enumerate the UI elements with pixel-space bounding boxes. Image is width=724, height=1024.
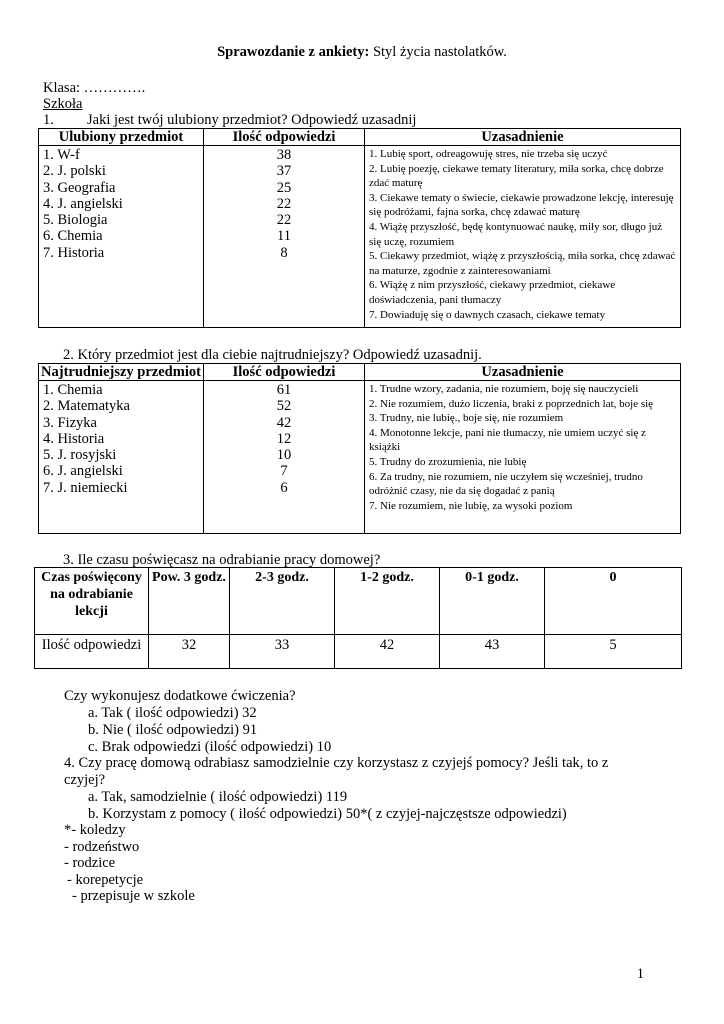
subject-item: 1. Chemia bbox=[43, 382, 103, 398]
reason-item: 5. Trudny do zrozumienia, nie lubię bbox=[369, 455, 527, 468]
subject-item: 3. Geografia bbox=[43, 179, 116, 196]
count-item: 12 bbox=[276, 430, 292, 447]
answer-a: a. Tak, samodzielnie ( ilość odpowiedzi) 119 bbox=[88, 789, 348, 805]
reason-list bbox=[365, 146, 681, 328]
table-cell: 43 bbox=[440, 635, 545, 669]
count-item: 38 bbox=[276, 147, 292, 163]
table-header: Ilość odpowiedzi bbox=[204, 364, 365, 381]
question-3: 3. Ile czasu poświęcasz na odrabianie pracy domowej? bbox=[63, 552, 381, 568]
count-item: 52 bbox=[276, 398, 292, 415]
table-cell: 42 bbox=[335, 635, 440, 669]
szkola-line: Szkoła bbox=[43, 96, 83, 112]
subject-item: 7. J. niemiecki bbox=[43, 479, 128, 496]
table-cell: 32 bbox=[149, 635, 230, 669]
favorite-subject-table bbox=[38, 128, 681, 328]
subject-item: 6. J. angielski bbox=[43, 463, 123, 480]
count-item: 8 bbox=[280, 244, 288, 261]
reason-item: 4. Monotonne lekcje, pani nie tłumaczy, nie umiem uczyć się z książki bbox=[369, 426, 646, 454]
question-4: 4. Czy pracę domową odrabiasz samodzielnie czy korzystasz z czyjejś pomocy? Jeśli tak, to z bbox=[64, 755, 609, 771]
question-2: 2. Który przedmiot jest dla ciebie najtrudniejszy? Odpowiedź uzasadnij. bbox=[63, 347, 482, 363]
reason-item: 3. Trudny, nie lubię., boje się, nie rozumiem bbox=[369, 412, 564, 425]
hardest-subject-table bbox=[38, 363, 681, 534]
subject-item: 1. W-f bbox=[43, 147, 80, 163]
question-1: 1. Jaki jest twój ulubiony przedmiot? Odpowiedź uzasadnij bbox=[43, 112, 417, 128]
reason-item: 3. Ciekawe tematy o świecie, ciekawie prowadzone lekcję, interesuję się podróżami, fajna sorka, chcę zdawać maturę bbox=[369, 191, 674, 219]
reason-item: 4. Wiążę przyszłość, będę kontynuować naukę, miły sor, długo już się uczę, rozumiem bbox=[369, 220, 663, 248]
table-header: Ilość odpowiedzi bbox=[204, 129, 365, 146]
extra-exercises-question: Czy wykonujesz dodatkowe ćwiczenia? bbox=[64, 688, 296, 704]
subject-list bbox=[39, 146, 204, 328]
count-item: 42 bbox=[276, 414, 292, 431]
reason-item: 1. Trudne wzory, zadania, nie rozumiem, boję się nauczycieli bbox=[369, 383, 639, 395]
reason-item: 2. Lubię poezję, ciekawe tematy literatury, miła sorka, chcę dobrze zdać maturę bbox=[369, 162, 664, 190]
table-header: 2-3 godz. bbox=[230, 568, 335, 635]
subject-item: 2. Matematyka bbox=[43, 398, 130, 415]
klasa-line: Klasa: …………. bbox=[43, 80, 146, 96]
table-header: 0 bbox=[545, 568, 682, 635]
count-list bbox=[204, 146, 365, 328]
table-header: 1-2 godz. bbox=[335, 568, 440, 635]
subject-item: 7. Historia bbox=[43, 244, 105, 261]
answer-b: b. Nie ( ilość odpowiedzi) 91 bbox=[88, 722, 258, 738]
reason-item: 7. Dowiaduję się o dawnych czasach, ciekawe tematy bbox=[369, 308, 606, 321]
reason-item: 2. Nie rozumiem, dużo liczenia, braki z poprzednich lat, boje się bbox=[369, 397, 654, 410]
count-list bbox=[204, 381, 365, 534]
helper-item: - przepisuje w szkole bbox=[72, 888, 195, 904]
count-item: 6 bbox=[280, 479, 288, 496]
table-header: Pow. 3 godz. bbox=[149, 568, 230, 635]
table-header: Uzasadnienie bbox=[365, 129, 681, 146]
subject-item: 2. J. polski bbox=[43, 163, 106, 180]
page-title: Sprawozdanie z ankiety: Styl życia nastolatków. bbox=[217, 44, 507, 60]
count-item: 37 bbox=[276, 163, 292, 180]
subject-item: 6. Chemia bbox=[43, 228, 103, 245]
reason-item: 5. Ciekawy przedmiot, wiążę z przyszłością, miła sorka, chcę zdawać na maturze, zgodnie z zainteresowaniami bbox=[369, 250, 676, 277]
table-header: 0-1 godz. bbox=[440, 568, 545, 635]
answer-b: b. Korzystam z pomocy ( ilość odpowiedzi) 50*( z czyjej-najczęstsze odpowiedzi) bbox=[88, 806, 567, 822]
row-label: Ilość odpowiedzi bbox=[35, 635, 149, 669]
table-header: Czas poświęcony na odrabianie lekcji bbox=[35, 568, 149, 635]
count-item: 22 bbox=[276, 212, 292, 229]
reason-list bbox=[365, 381, 681, 534]
subject-item: 5. J. rosyjski bbox=[43, 447, 117, 464]
table-cell: 33 bbox=[230, 635, 335, 669]
table-header: Ulubiony przedmiot bbox=[39, 129, 204, 146]
page-number: 1 bbox=[636, 966, 644, 982]
reason-item: 1. Lubię sport, odreagowuję stres, nie trzeba się uczyć bbox=[369, 148, 608, 160]
table-header: Najtrudniejszy przedmiot bbox=[39, 364, 204, 381]
count-item: 25 bbox=[276, 179, 292, 196]
reason-item: 7. Nie rozumiem, nie lubię, za wysoki poziom bbox=[369, 499, 573, 512]
table-header: Uzasadnienie bbox=[365, 364, 681, 381]
helper-item: - korepetycje bbox=[67, 872, 144, 888]
helper-item: - rodzeństwo bbox=[64, 839, 140, 855]
count-item: 22 bbox=[276, 195, 292, 212]
helper-item: - rodzice bbox=[64, 855, 116, 871]
answer-a: a. Tak ( ilość odpowiedzi) 32 bbox=[88, 705, 257, 721]
count-item: 10 bbox=[276, 447, 292, 464]
table-cell: 5 bbox=[545, 635, 682, 669]
answer-c: c. Brak odpowiedzi (ilość odpowiedzi) 10 bbox=[88, 739, 332, 755]
subject-item: 5. Biologia bbox=[43, 212, 108, 229]
question-4-cont: czyjej? bbox=[64, 772, 106, 788]
subject-list bbox=[39, 381, 204, 534]
reason-item: 6. Wiążę z nim przyszłość, ciekawy przedmiot, ciekawe doświadczenia, pani tłumaczy bbox=[369, 279, 616, 306]
note-line: *- koledzy bbox=[64, 822, 126, 838]
homework-time-table bbox=[34, 567, 682, 669]
subject-item: 3. Fizyka bbox=[43, 414, 97, 431]
count-item: 11 bbox=[277, 228, 291, 245]
subject-item: 4. J. angielski bbox=[43, 195, 123, 212]
reason-item: 6. Za trudny, nie rozumiem, nie uczyłem się wcześniej, trudno odróżnić czasy, nie da się dogadać z panią bbox=[369, 470, 643, 498]
count-item: 7 bbox=[280, 463, 288, 480]
subject-item: 4. Historia bbox=[43, 430, 105, 447]
count-item: 61 bbox=[276, 382, 292, 398]
